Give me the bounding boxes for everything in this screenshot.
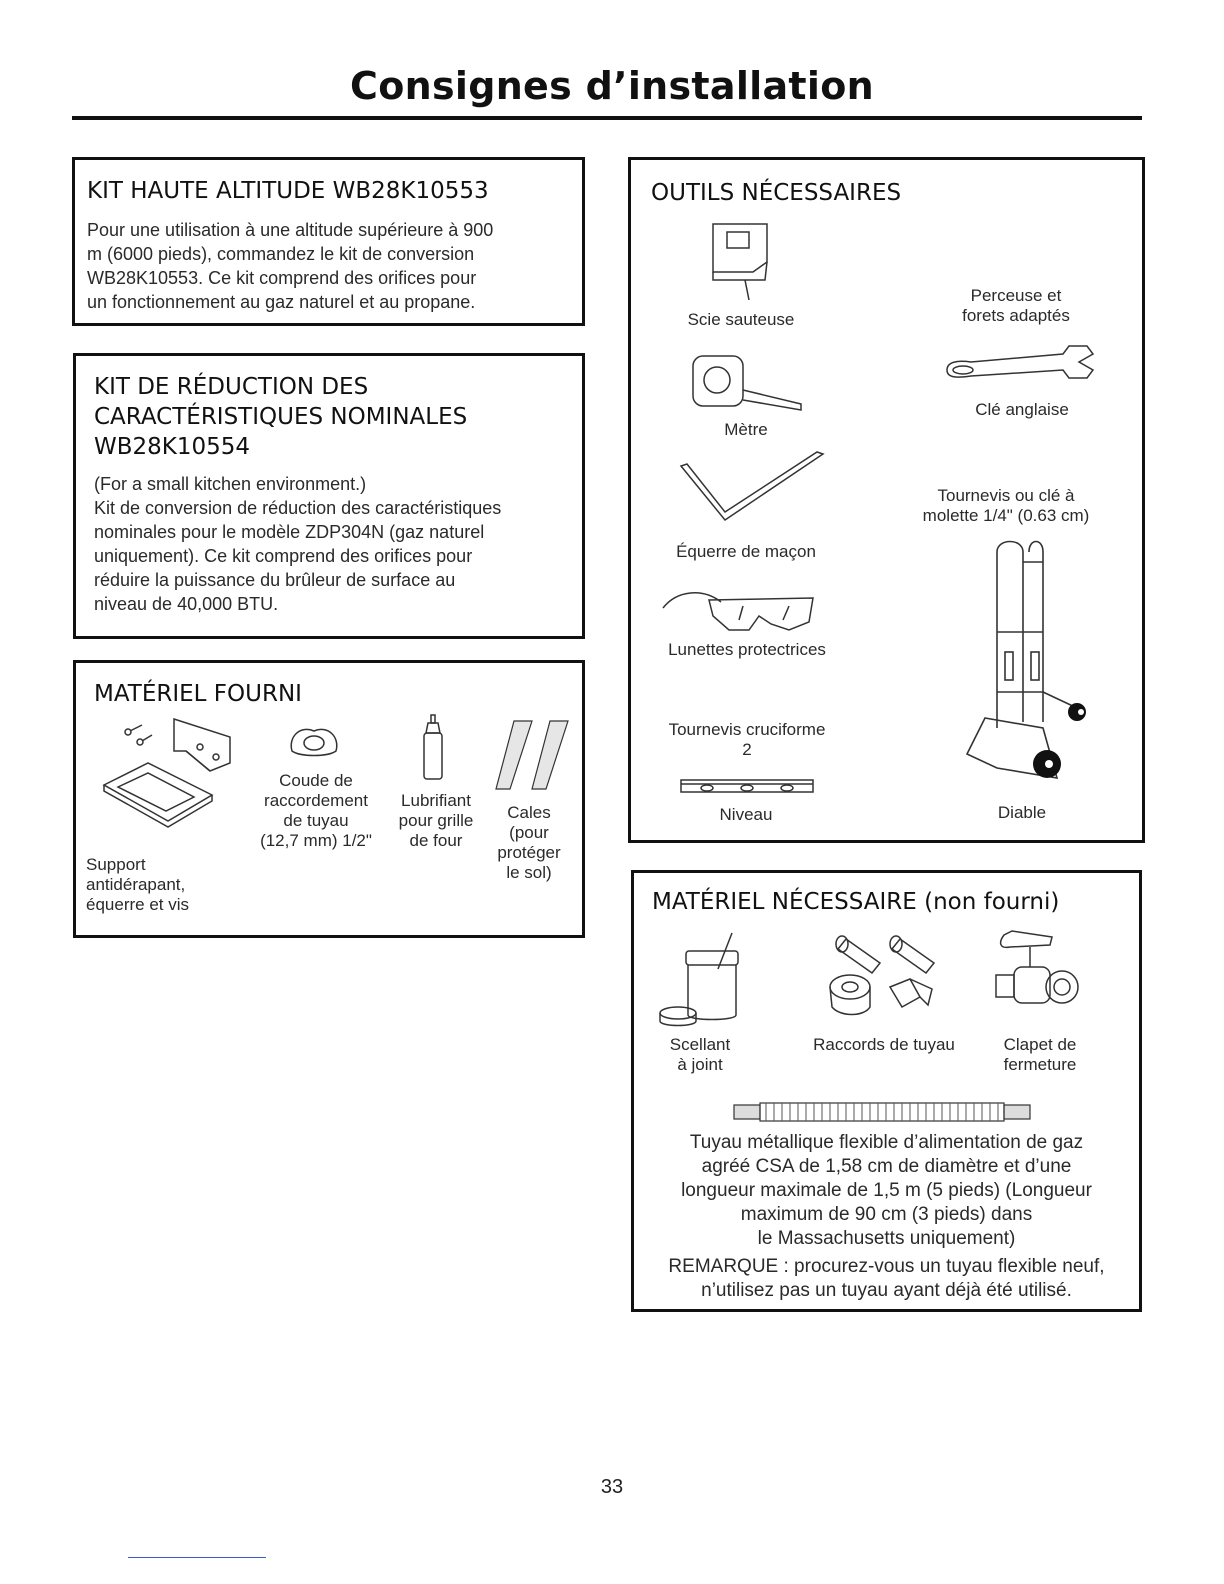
supplied-item-label: Coude de raccordement de tuyau (12,7 mm) 1/2": [260, 771, 372, 850]
level-icon: [677, 774, 817, 798]
tool-label: Clé anglaise: [975, 400, 1069, 419]
tool-label: Perceuse et forets adaptés: [962, 286, 1070, 325]
required-tools-box: [628, 157, 1145, 843]
tool-label: Niveau: [719, 805, 773, 824]
high-altitude-kit-body: Pour une utilisation à une altitude supérieure à 900 m (6000 pieds), commandez le kit de conversion WB28K10553. Ce kit comprend des orifices pour un fonctionnement au gaz naturel et au propane.: [87, 220, 494, 312]
supplied-item-label: Lubrifiant pour grille de four: [398, 791, 474, 850]
page-title: Consignes d’installation: [350, 64, 874, 108]
supplied-item-label: Cales (pour protéger le sol): [497, 803, 561, 882]
flexible-gas-hose-icon: [732, 1099, 1032, 1125]
required-item-label: Clapet de fermeture: [1003, 1035, 1077, 1074]
pipe-elbow-icon: [284, 721, 344, 761]
tool-label: Équerre de maçon: [676, 542, 816, 561]
required-item-label: Raccords de tuyau: [813, 1035, 955, 1054]
tool-label: Mètre: [724, 420, 768, 439]
flexible-hose-description: Tuyau métallique flexible d’alimentation de gaz agréé CSA de 1,58 cm de diamètre et d’une longueur maximale de 1,5 m (5 pieds) (Longueur maximum de 90 cm (3 pieds) dans le Massachusetts uniquement): [681, 1132, 1092, 1249]
reduction-kit-box: [73, 353, 585, 639]
tape-measure-icon: [687, 350, 807, 414]
shutoff-valve-icon: [990, 925, 1090, 1025]
lubricant-bottle-icon: [418, 713, 448, 783]
tool-label: Tournevis ou clé à molette 1/4" (0.63 cm): [922, 486, 1090, 525]
required-item-label: Scellant à joint: [669, 1035, 731, 1074]
pipe-fittings-icon: [810, 927, 960, 1021]
required-tools-heading: OUTILS NÉCESSAIRES: [651, 180, 902, 206]
supplied-material-box: [73, 660, 585, 938]
footer-line: [128, 1557, 266, 1558]
page-number: 33: [600, 1476, 624, 1498]
jigsaw-icon: [705, 220, 785, 304]
reduction-kit-heading: KIT DE RÉDUCTION DES CARACTÉRISTIQUES NOMINALES WB28K10554: [94, 374, 468, 460]
high-altitude-kit-heading: KIT HAUTE ALTITUDE WB28K10553: [87, 178, 489, 204]
tool-label: Lunettes protectrices: [668, 640, 826, 659]
adjustable-wrench-icon: [941, 340, 1101, 390]
carpenter-square-icon: [677, 450, 827, 530]
title-rule: [72, 116, 1142, 120]
tool-label: Tournevis cruciforme 2: [668, 720, 826, 759]
supplied-material-heading: MATÉRIEL FOURNI: [94, 681, 302, 707]
used-hose-note: REMARQUE : procurez-vous un tuyau flexible neuf, n’utilisez pas un tuyau ayant déjà été utilisé.: [668, 1256, 1105, 1301]
supplied-item-label: Support antidérapant, équerre et vis: [86, 855, 189, 914]
sealant-jar-icon: [656, 929, 746, 1029]
anti-tip-bracket-icon: [90, 711, 250, 831]
required-material-box: [631, 870, 1142, 1312]
reduction-kit-body: (For a small kitchen environment.) Kit de conversion de réduction des caractéristiques nominales pour le modèle ZDP304N (gaz naturel uniquement). Ce kit comprend des orifices pour réduire la puissance du brûleur de surface au niveau de 40,000 BTU.: [94, 474, 502, 614]
tool-label: Scie sauteuse: [687, 310, 795, 329]
hand-truck-icon: [957, 532, 1097, 802]
tool-label: Diable: [997, 803, 1047, 822]
floor-shims-icon: [492, 717, 572, 793]
required-material-heading: MATÉRIEL NÉCESSAIRE (non fourni): [652, 889, 1060, 915]
high-altitude-kit-box: [72, 157, 585, 326]
safety-glasses-icon: [659, 580, 819, 640]
